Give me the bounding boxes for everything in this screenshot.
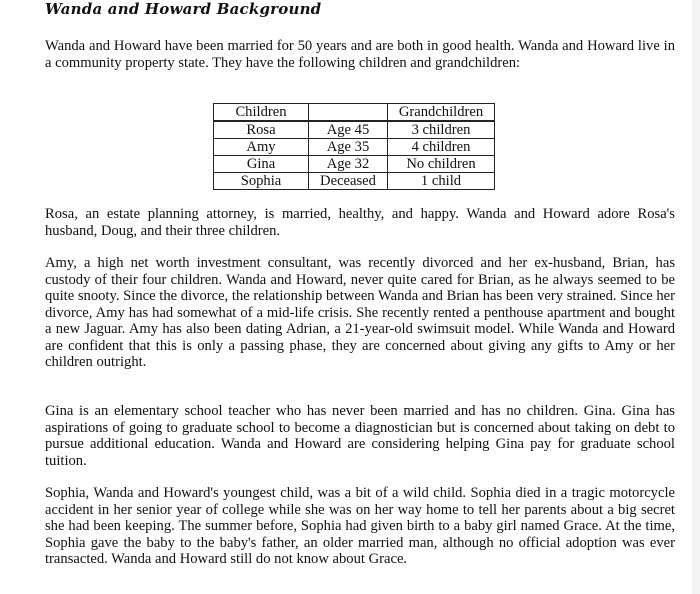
sophia-paragraph: Sophia, Wanda and Howard's youngest child, was a bit of a wild child. Sophia died in a tragic motorcycle accident in her senior year of college while she was on her way home to tell her parents about a big secret she had been keeping. The summer before, Sophia had given birth to a baby girl named Grace. At the time, Sophia gave the baby to the baby's father, an older married man, although no official adoption was ever transacted. Wanda and Howard still do not know about Grace.: [45, 485, 675, 567]
table-row: [214, 173, 495, 190]
table-cell-grandchildren: No children: [388, 156, 495, 173]
intro-paragraph: Wanda and Howard have been married for 50 years and are both in good health. Wanda and Howard live in a community property state. They have the following children and grandchildren:: [45, 38, 675, 71]
family-table: [213, 103, 495, 190]
table-cell-grandchildren: 1 child: [388, 173, 495, 190]
table-cell-age: Age 45: [309, 121, 388, 139]
scrollbar-track[interactable]: [692, 0, 700, 594]
table-row: [214, 121, 495, 139]
table-cell-age: Age 35: [309, 139, 388, 156]
table-header-row: [214, 104, 495, 122]
table-row: [214, 156, 495, 173]
table-cell-child: Gina: [214, 156, 309, 173]
table-cell-grandchildren: 3 children: [388, 121, 495, 139]
document-title: Wanda and Howard Background: [45, 0, 322, 18]
table-cell-age: Age 32: [309, 156, 388, 173]
table-header-cell: Children: [214, 104, 309, 122]
gina-paragraph: Gina is an elementary school teacher who has never been married and has no children. Gina. Gina has aspirations of going to graduate school to become a diagnostician but is concerned about taking on debt to pursue additional education. Wanda and Howard are considering helping Gina pay for graduate school tuition.: [45, 403, 675, 469]
table-header-cell: [309, 104, 388, 122]
table-cell-child: Rosa: [214, 121, 309, 139]
table-cell-age: Deceased: [309, 173, 388, 190]
table-row: [214, 139, 495, 156]
table-header-cell: Grandchildren: [388, 104, 495, 122]
table-cell-child: Sophia: [214, 173, 309, 190]
amy-paragraph: Amy, a high net worth investment consultant, was recently divorced and her ex-husband, Brian, has custody of their four children. Wanda and Howard, never quite cared for Brian, as he always seemed to be quite snooty. Since the divorce, the relationship between Wanda and Brian has been very strained. Since her divorce, Amy has had somewhat of a mid-life crisis. She recently rented a penthouse apartment and bought a new Jaguar. Amy has also been dating Adrian, a 21-year-old swimsuit model. While Wanda and Howard are confident that this is only a passing phase, they are concerned about giving any gifts to Amy or her children outright.: [45, 255, 675, 370]
rosa-paragraph: Rosa, an estate planning attorney, is married, healthy, and happy. Wanda and Howard adore Rosa's husband, Doug, and their three children.: [45, 206, 675, 239]
table-cell-child: Amy: [214, 139, 309, 156]
table-cell-grandchildren: 4 children: [388, 139, 495, 156]
